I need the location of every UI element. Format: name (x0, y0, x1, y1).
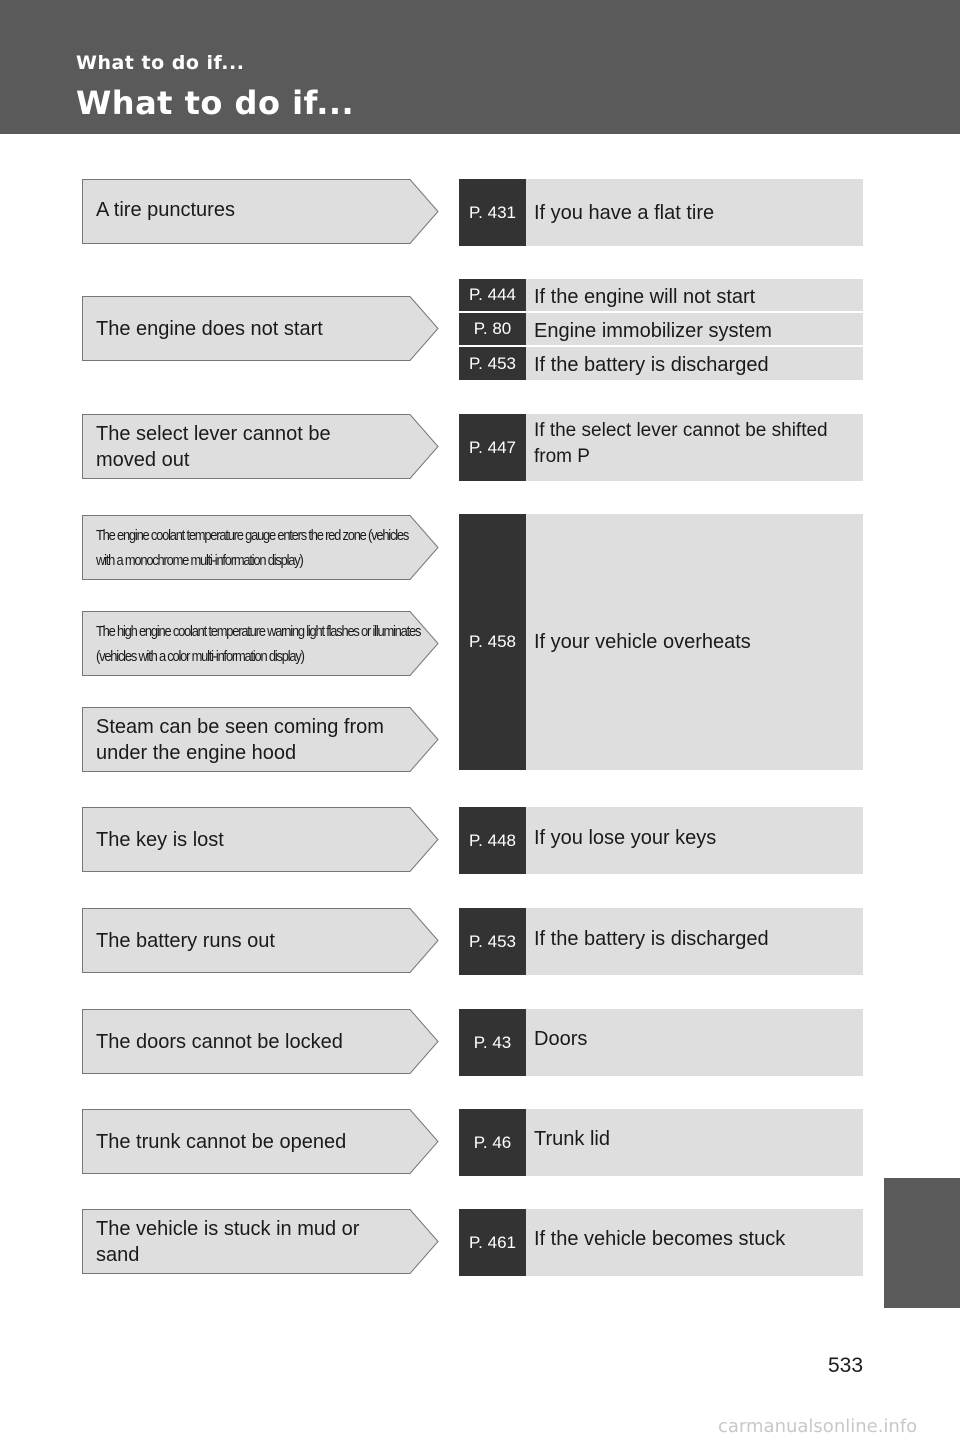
page-reference[interactable]: P. 453 (459, 908, 526, 975)
problem-box (82, 1009, 438, 1074)
problem-label: The vehicle is stuck in mud or sand (96, 1217, 360, 1266)
reference-title: If the battery is discharged (534, 354, 769, 376)
reference-entry[interactable] (459, 908, 863, 975)
reference-title: Engine immobilizer system (534, 319, 772, 342)
page-reference[interactable]: P. 80 (459, 313, 526, 345)
page-reference[interactable]: P. 453 (459, 347, 526, 380)
problem-box (82, 515, 438, 580)
reference-entry[interactable] (459, 313, 863, 345)
page-header (0, 0, 960, 134)
reference-title: If the select lever cannot be shifted from P (534, 419, 828, 467)
problem-box (82, 908, 438, 973)
problem-label: The trunk cannot be opened (96, 1130, 347, 1153)
problem-box (82, 414, 438, 479)
problem-label: The battery runs out (96, 929, 275, 952)
problem-label: A tire punctures (96, 199, 235, 221)
problem-box (82, 707, 438, 772)
problem-label: The select lever cannot be moved out (96, 422, 331, 471)
reference-title: If the engine will not start (534, 285, 756, 308)
reference-entry[interactable] (459, 414, 863, 481)
chapter-tab (884, 1178, 960, 1308)
problem-label: The engine does not start (96, 317, 323, 340)
reference-entry[interactable] (459, 807, 863, 874)
page-reference[interactable]: P. 46 (459, 1109, 526, 1176)
reference-title: If your vehicle overheats (534, 631, 751, 653)
page-reference[interactable]: P. 448 (459, 807, 526, 874)
reference-entry[interactable] (459, 347, 863, 380)
reference-entry[interactable] (459, 179, 863, 246)
reference-entry[interactable] (459, 1209, 863, 1276)
reference-entry[interactable] (459, 514, 863, 770)
watermark: carmanualsonline.info (718, 1416, 918, 1437)
page-reference[interactable]: P. 447 (459, 414, 526, 481)
problem-box (82, 611, 438, 676)
reference-entry[interactable] (459, 1109, 863, 1176)
page-number: 533 (828, 1354, 864, 1377)
problem-box (82, 296, 438, 361)
problem-box (82, 807, 438, 872)
reference-title: If the battery is discharged (534, 927, 769, 950)
reference-entry[interactable] (459, 1009, 863, 1076)
page-reference[interactable]: P. 458 (459, 514, 526, 770)
problem-label: The doors cannot be locked (96, 1030, 343, 1053)
problem-box (82, 1209, 438, 1274)
reference-title: If you lose your keys (534, 826, 717, 849)
reference-title: Doors (534, 1027, 588, 1050)
page-title: What to do if... (76, 84, 355, 122)
page-reference[interactable]: P. 431 (459, 179, 526, 246)
problem-label: The engine coolant temperature gauge enters the red zone (vehicles with a monochrome multi-information display) (96, 526, 409, 569)
problem-box (82, 1109, 438, 1174)
problem-label: The key is lost (96, 828, 224, 851)
problem-label: The high engine coolant temperature warning light flashes or illuminates (vehicles with a color multi-information display) (96, 622, 421, 665)
section-title: What to do if... (76, 52, 245, 74)
reference-entry[interactable] (459, 279, 863, 311)
reference-title: Trunk lid (534, 1127, 610, 1150)
page-reference[interactable]: P. 461 (459, 1209, 526, 1276)
reference-title: If you have a flat tire (534, 201, 715, 224)
page-reference[interactable]: P. 43 (459, 1009, 526, 1076)
page-reference[interactable]: P. 444 (459, 279, 526, 311)
reference-title: If the vehicle becomes stuck (534, 1227, 786, 1250)
problem-box (82, 179, 438, 244)
problem-label: Steam can be seen coming from under the engine hood (96, 715, 384, 764)
